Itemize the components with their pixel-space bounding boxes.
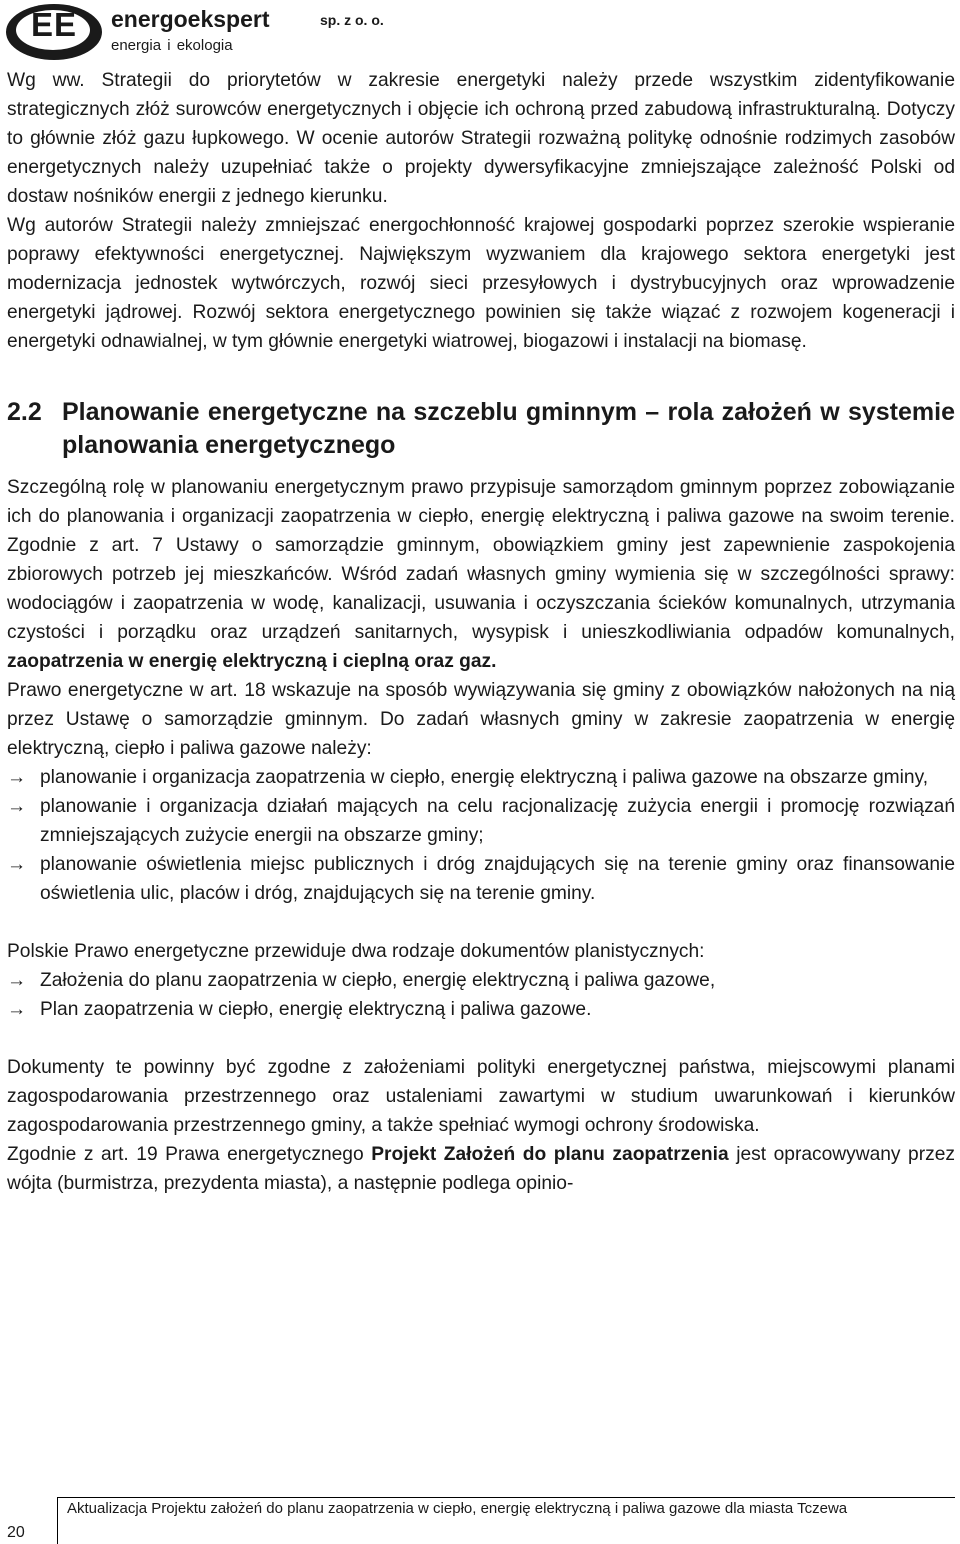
logo-text: EE bbox=[30, 6, 78, 43]
list-item-text: Plan zaopatrzenia w ciepło, energię elektryczną i paliwa gazowe. bbox=[40, 999, 592, 1020]
paragraph-planning-documents: Polskie Prawo energetyczne przewiduje dwa rodzaje dokumentów planistycznych: bbox=[7, 941, 705, 962]
footer-divider bbox=[57, 1497, 58, 1544]
paragraph-compliance: Dokumenty te powinny być zgodne z założeniami polityki energetycznej państwa, miejscowymi planami zagospodarowania przestrzennego oraz ustaleniami zawartymi w studium uwarunkowań i kierunków zagospodarowania przestrzennego gminy, a także spełniać wymogi ochrony środowiska. bbox=[7, 1057, 955, 1136]
section-heading bbox=[7, 396, 955, 462]
municipal-role-bold: zaopatrzenia w energię elektryczną i cieplną oraz gaz. bbox=[7, 651, 497, 672]
page-number: 20 bbox=[7, 1524, 25, 1541]
document-body bbox=[7, 66, 955, 1198]
municipal-role-text: Szczególną rolę w planowaniu energetycznym prawo przypisuje samorządom gminnym poprzez zobowiązanie ich do planowania i organizacji zaopatrzenia w ciepło, energię elektryczną i paliwa gazowe na swoim terenie. Zgodnie z art. 7 Ustawy o samorządzie gminnym, obowiązkiem gminy jest zapewnienie zaspokojenia zbiorowych potrzeb jej mieszkańców. Wśród zadań własnych gminy wymienia się w szczególności sprawy: wodociągów i zaopatrzenia w wodę, kanalizacji, usuwania i oczyszczania ścieków komunalnych, utrzymania czystości i porządku oraz urządzeń sanitarnych, wysypisk i unieszkodliwiania odpadów komunalnych, bbox=[7, 477, 955, 643]
list-item bbox=[7, 763, 955, 792]
art19-bold: Projekt Założeń do planu zaopatrzenia bbox=[371, 1144, 729, 1165]
list-item bbox=[7, 850, 955, 908]
arrow-icon: → bbox=[7, 999, 27, 1020]
footer-rule bbox=[57, 1497, 955, 1498]
paragraph-strategy-priorities: Wg ww. Strategii do priorytetów w zakresie energetyki należy przede wszystkim zidentyfikowanie strategicznych złóż surowców energetycznych i objęcie ich ochroną przed zabudową infrastrukturalną. Dotyczy to głównie złóż gazu łupkowego. W ocenie autorów Strategii rozważną politykę odnośnie rodzimych zasobów energetycznych należy uzupełniać także o projekty dywersyfikacyjne zmniejszające zależność Polski od dostaw nośników energii z jednego kierunku. bbox=[7, 70, 955, 207]
brand-suffix: sp. z o. o. bbox=[320, 12, 384, 28]
list-item bbox=[7, 792, 955, 850]
list-item-text: planowanie i organizacja działań mających na celu racjonalizację zużycia energii i promocję rozwiązań zmniejszających zużycie energii na obszarze gminy; bbox=[40, 796, 955, 846]
list-item bbox=[7, 995, 955, 1024]
brand-tagline: energia i ekologia bbox=[111, 37, 233, 54]
list-item-text: planowanie oświetlenia miejsc publicznych i dróg znajdujących się na terenie gminy oraz finansowanie oświetlenia ulic, placów i dróg, znajdujących się na terenie gminy. bbox=[40, 854, 955, 904]
arrow-icon: → bbox=[7, 796, 27, 817]
list-item-text: Założenia do planu zaopatrzenia w ciepło, energię elektryczną i paliwa gazowe, bbox=[40, 970, 716, 991]
art19-text-start: Zgodnie z art. 19 Prawa energetycznego bbox=[7, 1144, 364, 1165]
art19-text-end: jest opracowywany przez wójta (burmistrza, prezydenta miasta), a następnie podlega opinio- bbox=[7, 1144, 955, 1194]
arrow-icon: → bbox=[7, 970, 27, 991]
page-header bbox=[0, 0, 960, 64]
section-number: 2.2 bbox=[7, 398, 42, 426]
paragraph-energy-efficiency: Wg autorów Strategii należy zmniejszać energochłonność krajowej gospodarki poprzez szerokie wspieranie poprawy efektywności energetycznej. Największym wyzwaniem dla krajowego sektora energetyki jest modernizacja jednostek wytwórczych, rozwój sieci przesyłowych i dystrybucyjnych oraz wprowadzenie energetyki jądrowej. Rozwój sektora energetycznego powinien się także wiązać z rozwojem kogeneracji i energetyki odnawialnej, w tym głównie energetyki wiatrowej, biogazowi i instalacji na biomasę. bbox=[7, 215, 955, 352]
paragraph-art19 bbox=[7, 1140, 955, 1198]
paragraph-art18: Prawo energetyczne w art. 18 wskazuje na sposób wywiązywania się gminy z obowiązków nałożonych na nią przez Ustawę o samorządzie gminnym. Do zadań własnych gminy w zakresie zaopatrzenia w energię elektryczną, ciepło i paliwa gazowe należy: bbox=[7, 680, 955, 759]
list-item bbox=[7, 966, 955, 995]
planning-documents-list bbox=[7, 966, 955, 1024]
paragraph-municipal-role bbox=[7, 473, 955, 676]
brand-name: energoekspert bbox=[111, 6, 270, 32]
footer-title: Aktualizacja Projektu założeń do planu zaopatrzenia w ciepło, energię elektryczną i paliwa gazowe dla miasta Tczewa bbox=[67, 1500, 848, 1517]
section-title: Planowanie energetyczne na szczeblu gminnym – rola założeń w systemie planowania energetycznego bbox=[62, 398, 955, 459]
municipal-tasks-list bbox=[7, 763, 955, 908]
arrow-icon: → bbox=[7, 767, 27, 788]
company-logo bbox=[6, 4, 102, 60]
arrow-icon: → bbox=[7, 854, 27, 875]
list-item-text: planowanie i organizacja zaopatrzenia w ciepło, energię elektryczną i paliwa gazowe na obszarze gminy, bbox=[40, 767, 929, 788]
